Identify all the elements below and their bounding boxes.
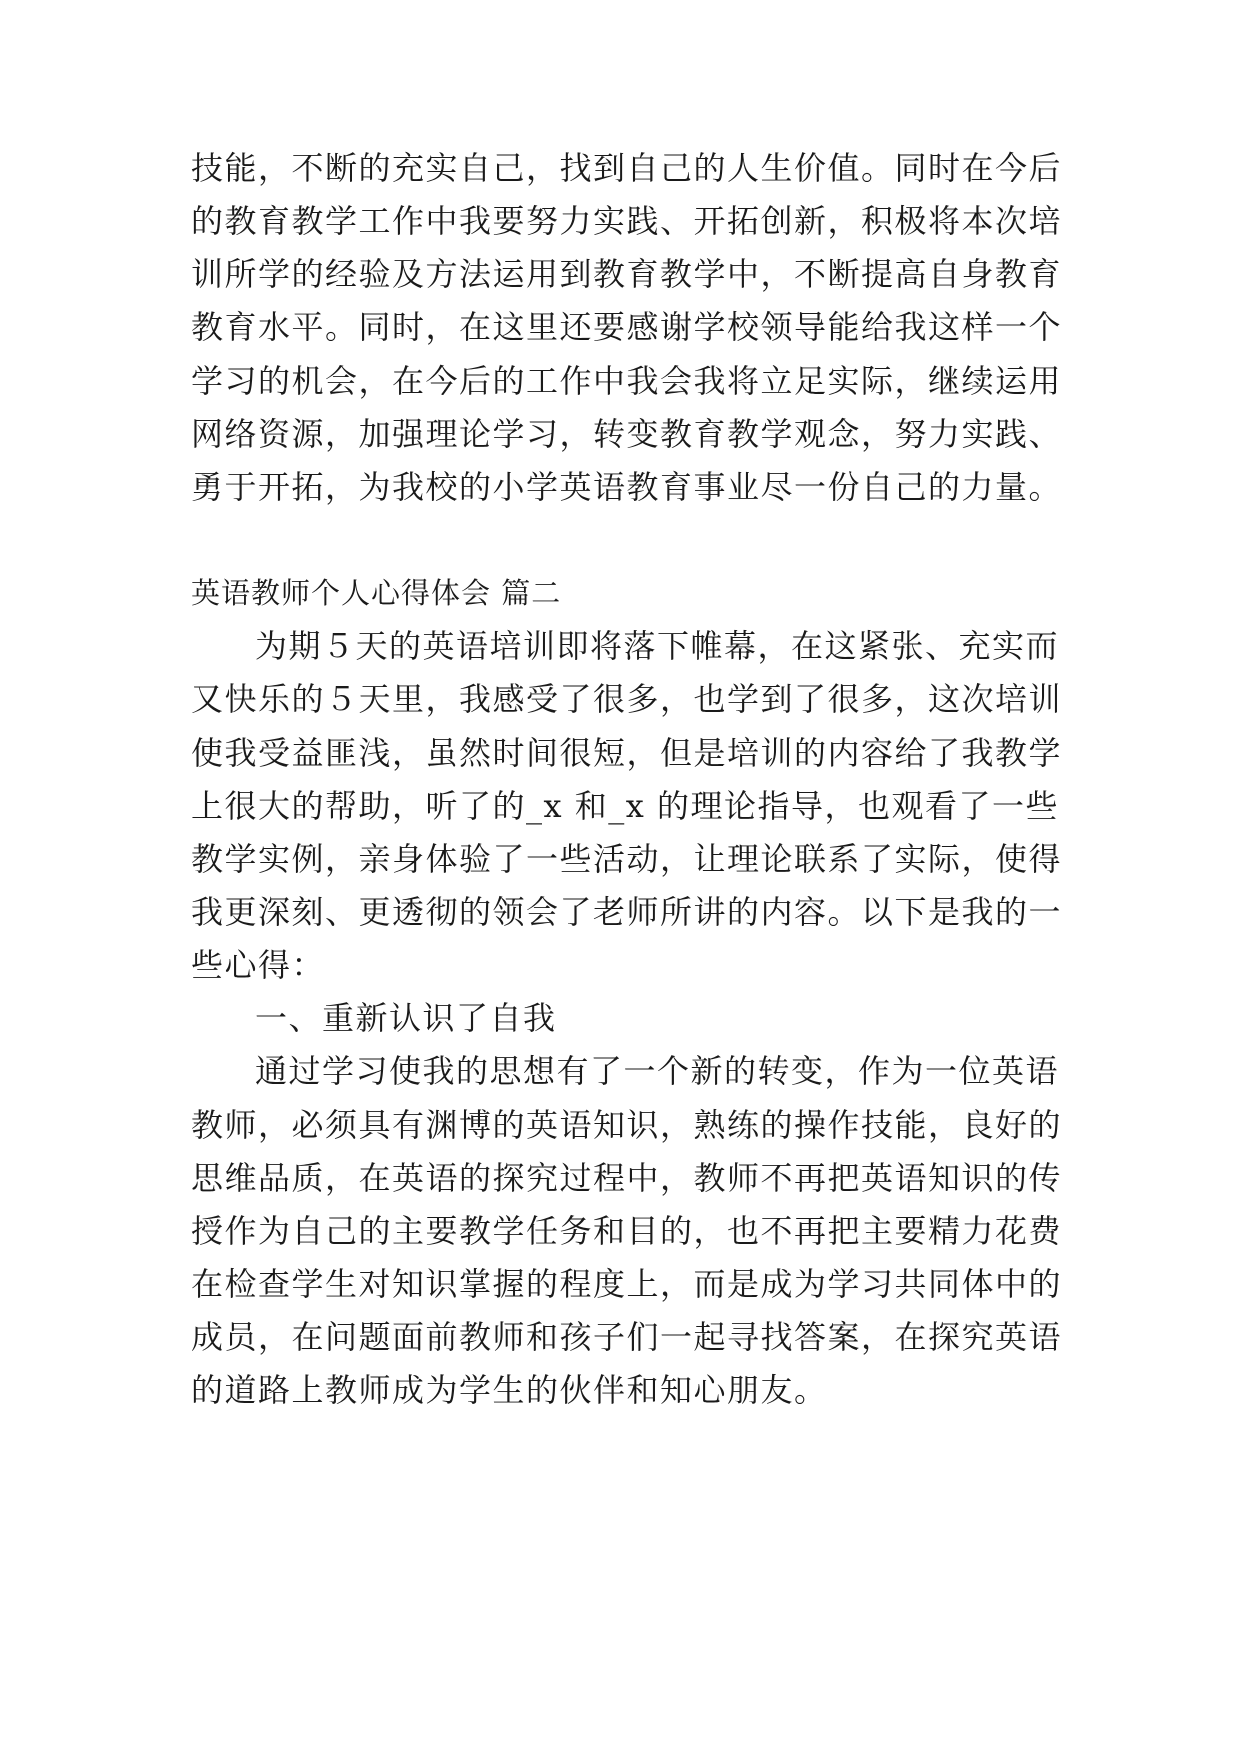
section-heading: 英语教师个人心得体会 篇二 bbox=[191, 576, 562, 610]
paragraph-line: 又快乐的５天里，我感受了很多，也学到了很多，这次培训 bbox=[191, 680, 1063, 718]
paragraph-line: 训所学的经验及方法运用到教育教学中，不断提高自身教育 bbox=[191, 255, 1063, 293]
paragraph-line: 勇于开拓，为我校的小学英语教育事业尽一份自己的力量。 bbox=[191, 468, 1063, 506]
paragraph-line: 教育水平。同时，在这里还要感谢学校领导能给我这样一个 bbox=[191, 308, 1063, 346]
paragraph-line: 技能，不断的充实自己，找到自己的人生价值。同时在今后 bbox=[191, 149, 1063, 187]
paragraph-line: 些心得： bbox=[191, 946, 326, 984]
paragraph-line: 成员，在问题面前教师和孩子们一起寻找答案，在探究英语 bbox=[191, 1318, 1063, 1356]
paragraph-line: 网络资源，加强理论学习，转变教育教学观念，努力实践、 bbox=[191, 415, 1063, 453]
paragraph-line: 的道路上教师成为学生的伙伴和知心朋友。 bbox=[191, 1371, 828, 1409]
paragraph-line: 上很大的帮助，听了的_x 和_x 的理论指导，也观看了一些 bbox=[191, 787, 1059, 825]
paragraph-line: 为期５天的英语培训即将落下帷幕，在这紧张、充实而 bbox=[255, 627, 1060, 665]
paragraph-line: 思维品质，在英语的探究过程中，教师不再把英语知识的传 bbox=[191, 1159, 1063, 1197]
paragraph-line: 的教育教学工作中我要努力实践、开拓创新，积极将本次培 bbox=[191, 202, 1063, 240]
paragraph-line: 学习的机会，在今后的工作中我会我将立足实际，继续运用 bbox=[191, 362, 1063, 400]
paragraph-line: 我更深刻、更透彻的领会了老师所讲的内容。以下是我的一 bbox=[191, 893, 1063, 931]
subheading: 一、重新认识了自我 bbox=[255, 999, 557, 1037]
paragraph-line: 授作为自己的主要教学任务和目的，也不再把主要精力花费 bbox=[191, 1212, 1063, 1250]
paragraph-line: 在检查学生对知识掌握的程度上，而是成为学习共同体中的 bbox=[191, 1265, 1063, 1303]
paragraph-line: 使我受益匪浅，虽然时间很短，但是培训的内容给了我教学 bbox=[191, 734, 1063, 772]
paragraph-line: 教师，必须具有渊博的英语知识，熟练的操作技能，良好的 bbox=[191, 1106, 1063, 1144]
paragraph-line: 教学实例，亲身体验了一些活动，让理论联系了实际，使得 bbox=[191, 840, 1063, 878]
paragraph-line: 通过学习使我的思想有了一个新的转变，作为一位英语 bbox=[255, 1052, 1060, 1090]
